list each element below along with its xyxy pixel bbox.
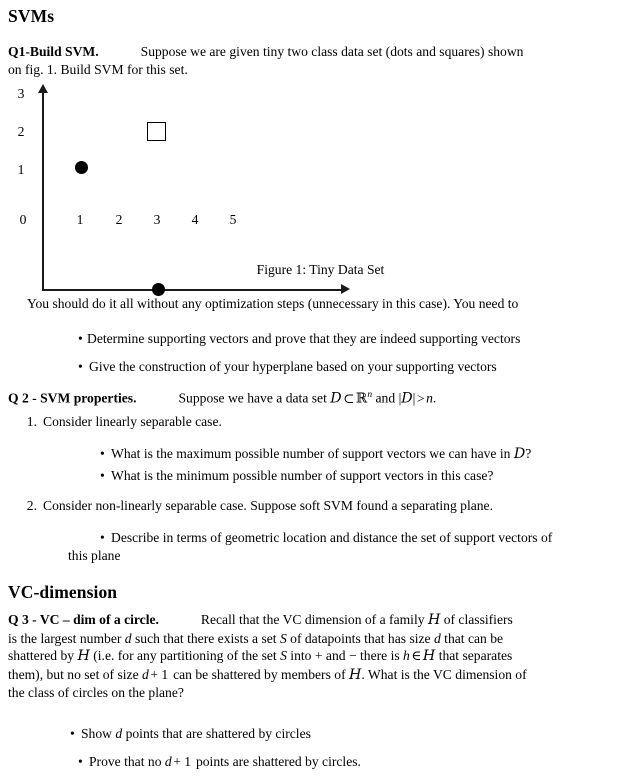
y-axis-arrow-icon [38, 84, 48, 93]
math-variable-d: d [164, 754, 172, 769]
math-calligraphic-H: H [349, 666, 362, 683]
q2-item-1 [20, 413, 620, 431]
bullet-dot-icon: • [78, 359, 83, 374]
math-plus-one: + 1 [173, 754, 192, 769]
q2-intro-mid: and [372, 390, 399, 406]
q3-bullet-2-text [89, 753, 598, 771]
math-variable-h: h [403, 648, 410, 664]
q2-intro-end: . [432, 390, 437, 406]
math-element-of-symbol: ∈ [411, 648, 422, 664]
math-calligraphic-D-abs: D [401, 390, 413, 407]
data-point-square-3-2 [147, 122, 166, 141]
q1-bullet-2 [78, 358, 578, 376]
q3-bullet-1-text [81, 725, 590, 743]
q3-lead-b: dim of a circle. [69, 612, 159, 627]
q3-bullet-2 [78, 753, 598, 771]
math-abs-open: | [398, 390, 402, 406]
x-axis-arrow-icon [341, 284, 350, 294]
y-tick-label-2: 2 [17, 124, 25, 139]
math-variable-S: S [280, 648, 287, 664]
math-blackboard-R: ℝ [356, 390, 368, 407]
q2-b1-post: ? [525, 446, 532, 461]
q2-item-2-number: 2. [26, 498, 37, 513]
q2-item-1-bullet-2 [100, 467, 620, 485]
math-calligraphic-H: H [422, 648, 436, 665]
figure-tiny-data-set [0, 84, 641, 284]
q1-lead-label: Q1-Build SVM. [8, 44, 99, 59]
question-q1-paragraph [8, 43, 633, 78]
math-variable-d: d [115, 726, 123, 741]
math-greater-than: > [416, 390, 425, 406]
bullet-dot-icon: • [70, 726, 75, 741]
math-subset-symbol: ⊂ [343, 390, 355, 406]
math-variable-n: n [426, 390, 433, 406]
x-axis-line [43, 289, 343, 291]
bullet-dot-icon: • [100, 530, 105, 545]
q1-bullet-1-text: Determine supporting vectors and prove that they are indeed supporting vectors [87, 331, 521, 346]
question-q2-paragraph [8, 386, 633, 408]
q3-lead-dash: – [62, 612, 70, 627]
q2-intro-pre: Suppose we have a data set [178, 390, 331, 406]
q3-line5: the class of circles on the plane? [8, 685, 184, 701]
q3-line3-c: into + and − there is [286, 648, 404, 664]
q2-b1-pre: What is the maximum possible number of support vectors we can have in [111, 446, 514, 461]
q2-item-1-bullet-1 [100, 445, 620, 464]
q2-item-2-text: Consider non-linearly separable case. Suppose soft SVM found a separating plane. [43, 498, 493, 513]
x-tick-label-3: 3 [153, 212, 161, 227]
q3-line3-d: that separates [435, 648, 513, 664]
bullet-dot-icon: • [78, 331, 83, 346]
q2-item-1-bullet-2-text: What is the minimum possible number of support vectors in this case? [111, 468, 494, 483]
q2-lead-label: Q 2 - SVM properties. [8, 390, 137, 406]
q1-instruction-line: You should do it all without any optimization steps (unnecessary in this case). You need to [27, 296, 519, 311]
y-tick-label-1: 1 [17, 162, 25, 177]
section-heading-svms: SVMs [8, 6, 55, 26]
x-tick-label-5: 5 [229, 212, 237, 227]
math-calligraphic-H: H [77, 648, 90, 665]
q3-line2-c: of datapoints that has size [286, 630, 434, 646]
x-tick-label-2: 2 [115, 212, 123, 227]
q3-lead-a: Q 3 - VC [8, 612, 63, 627]
math-variable-d: d [124, 630, 132, 646]
q1-bullet-2-text: Give the construction of your hyperplane based on your supporting vectors [89, 359, 497, 374]
math-abs-close: | [412, 390, 416, 406]
bullet-dot-icon: • [100, 446, 105, 461]
math-plus-one: + 1 [150, 666, 169, 682]
q2-item-1-bullet-1-text [111, 445, 620, 464]
math-variable-S: S [279, 630, 287, 646]
q2-item-1-number: 1. [26, 414, 37, 429]
q1-bullet-1 [78, 330, 578, 348]
q1-line1: Suppose we are given tiny two class data set (dots and squares) shown [140, 44, 524, 59]
question-q3-paragraph [8, 611, 633, 702]
q3-line4-c: . What is the VC dimension of [361, 666, 527, 682]
q2-item-2-bullet-1-text: Describe in terms of geometric location and distance the set of support vectors of [111, 530, 553, 545]
q3-bullet-1 [70, 725, 590, 743]
q3-line2-b: such that there exists a set [131, 630, 280, 646]
math-calligraphic-D: D [330, 390, 342, 407]
q3-b2-pre: Prove that no [89, 754, 165, 769]
bullet-dot-icon: • [78, 754, 83, 769]
x-tick-label-0: 0 [19, 212, 27, 227]
q3-lead-label [8, 612, 159, 627]
q2-item-1-text: Consider linearly separable case. [43, 414, 222, 429]
q3-line2-d: that can be [440, 630, 504, 646]
q3-line3-a: shattered by [8, 648, 78, 664]
math-calligraphic-H: H [427, 612, 441, 628]
section-heading-vc-dimension: VC-dimension [8, 582, 118, 602]
q3-line1-b: of classifiers [440, 612, 513, 627]
math-calligraphic-D: D [513, 446, 526, 462]
q2-item-2 [20, 497, 620, 515]
q3-line4-a: them), but no set of size [8, 666, 143, 682]
q2-item-2-bullet-1 [100, 529, 625, 547]
q2-item-2-continuation: this plane [68, 548, 121, 563]
q3-line2-a: is the largest number [8, 630, 125, 646]
q3-b1-post: points that are shattered by circles [122, 726, 311, 741]
x-tick-label-4: 4 [191, 212, 199, 227]
x-tick-label-1: 1 [76, 212, 84, 227]
bullet-dot-icon: • [100, 468, 105, 483]
math-variable-d: d [433, 630, 441, 646]
y-axis-line [42, 90, 44, 291]
q3-b2-post: points are shattered by circles. [192, 754, 361, 769]
y-tick-label-3: 3 [17, 86, 25, 101]
q3-line1-a: Recall that the VC dimension of a family [200, 612, 428, 627]
data-point-dot-1-1 [75, 161, 88, 174]
q3-b1-pre: Show [81, 726, 116, 741]
q3-line4-b: can be shattered by members of [169, 666, 349, 682]
math-exponent-n: n [367, 389, 373, 400]
figure-caption: Figure 1: Tiny Data Set [256, 262, 385, 277]
q3-line3-b: (i.e. for any partitioning of the set [89, 648, 281, 664]
math-variable-d: d [142, 666, 149, 682]
q1-line2: on fig. 1. Build SVM for this set. [8, 61, 188, 77]
